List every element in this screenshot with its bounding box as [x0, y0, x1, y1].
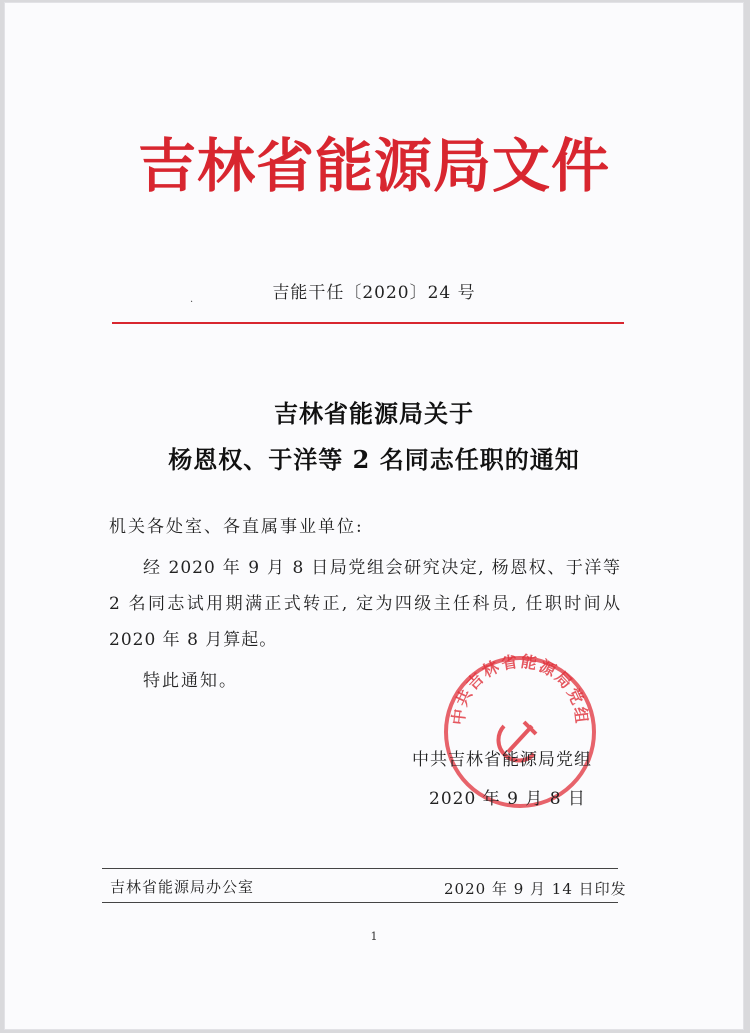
footer-print-date: 2020 年 9 月 14 日印发 [444, 880, 627, 898]
document-title-line2: 杨恩权、于洋等 2 名同志任职的通知 [168, 445, 580, 474]
page-number: 1 [370, 930, 378, 943]
document-page [4, 2, 744, 1030]
footer-issuer: 吉林省能源局办公室 [110, 878, 255, 896]
footer-top-rule [102, 868, 618, 869]
scan-speck: · [190, 297, 194, 308]
addressee: 机关各处室、各直属事业单位: [109, 517, 364, 537]
signing-date: 2020 年 9 月 8 日 [429, 789, 586, 809]
signing-organization: 中共吉林省能源局党组 [412, 750, 592, 770]
red-divider-line [112, 322, 624, 324]
document-number: 吉能干任〔2020〕24 号 [272, 283, 476, 303]
body-paragraph: 经 2020 年 9 月 8 日局党组会研究决定, 杨恩权、于洋等 2 名同志试用期满正式转正, 定为四级主任科员, 任职时间从 2020 年 8 月算起。 [109, 558, 621, 650]
footer-bottom-rule [102, 902, 618, 903]
closing-phrase: 特此通知。 [143, 671, 238, 691]
document-title-line1: 吉林省能源局关于 [274, 399, 474, 428]
svg-text:中共吉林省能源局党组: 中共吉林省能源局党组 [448, 652, 592, 727]
red-header-title: 吉林省能源局文件 [137, 132, 610, 200]
